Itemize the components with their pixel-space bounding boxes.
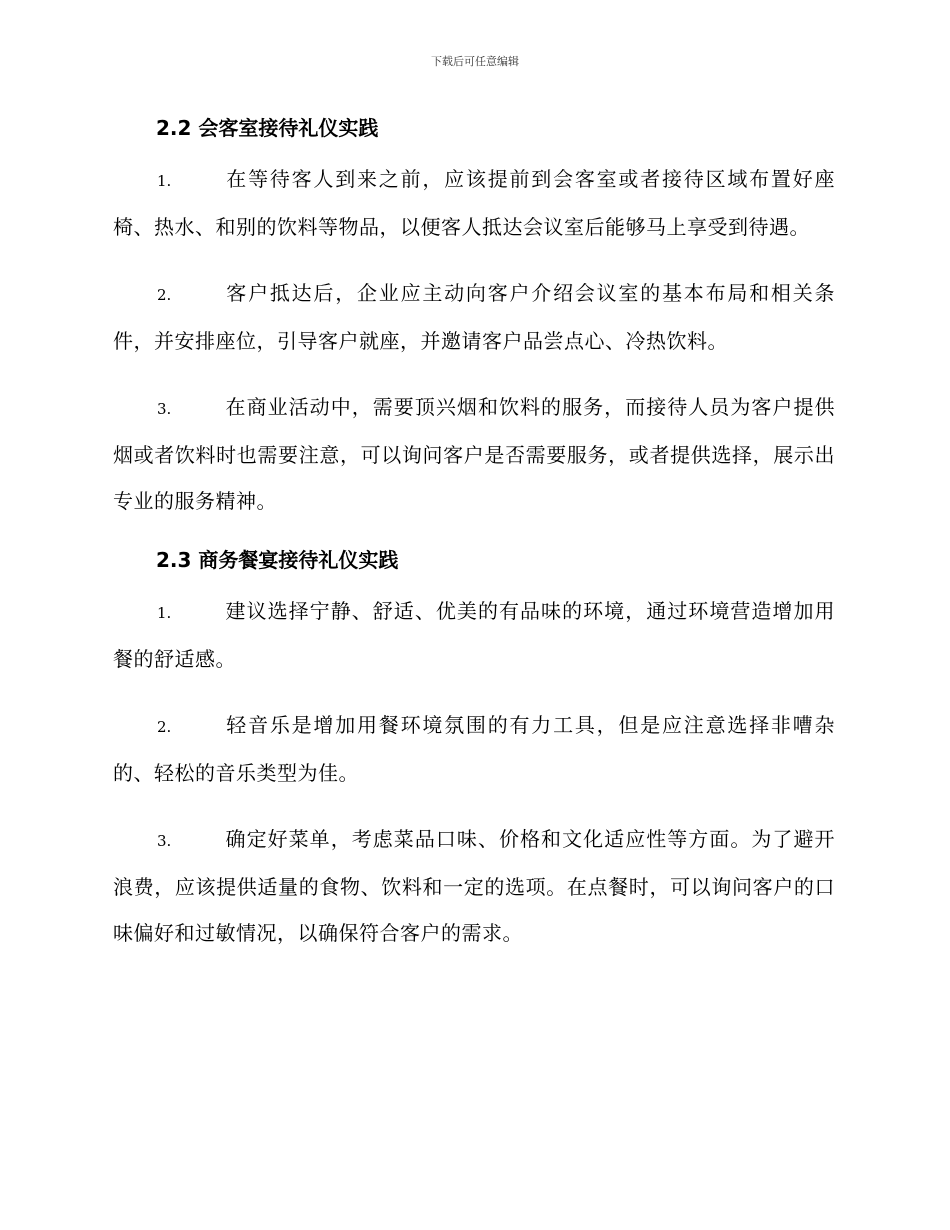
list-item bbox=[113, 156, 835, 250]
list-item-text: 在商业活动中，需要顶兴烟和饮料的服务，而接待人员为客户提供烟或者饮料时也需要注意，可以询问客户是否需要服务，或者提供选择，展示出专业的服务精神。 bbox=[113, 395, 835, 513]
list-item bbox=[113, 384, 835, 524]
list-item bbox=[113, 588, 835, 682]
list-item-number: 1. bbox=[157, 604, 172, 622]
list-item bbox=[113, 816, 835, 956]
list-item-number: 2. bbox=[157, 286, 172, 304]
list-item-text: 客户抵达后，企业应主动向客户介绍会议室的基本布局和相关条件，并安排座位，引导客户就座，并邀请客户品尝点心、冷热饮料。 bbox=[113, 281, 835, 353]
page-header-note: 下载后可任意编辑 bbox=[431, 55, 519, 68]
list-item-text: 轻音乐是增加用餐环境氛围的有力工具，但是应注意选择非嘈杂的、轻松的音乐类型为佳。 bbox=[113, 713, 835, 785]
list-item bbox=[113, 702, 835, 796]
section-heading: 2.2 会客室接待礼仪实践 bbox=[156, 116, 379, 140]
section-heading: 2.3 商务餐宴接待礼仪实践 bbox=[156, 548, 399, 572]
list-item-number: 1. bbox=[157, 172, 172, 190]
list-item-number: 3. bbox=[157, 400, 172, 418]
list-item-text: 确定好菜单，考虑菜品口味、价格和文化适应性等方面。为了避开浪费，应该提供适量的食物、饮料和一定的选项。在点餐时，可以询问客户的口味偏好和过敏情况，以确保符合客户的需求。 bbox=[113, 827, 835, 945]
list-item-text: 建议选择宁静、舒适、优美的有品味的环境，通过环境营造增加用餐的舒适感。 bbox=[113, 599, 835, 671]
section-business-banquet bbox=[113, 544, 835, 956]
list-item bbox=[113, 270, 835, 364]
section-reception-room bbox=[113, 112, 835, 524]
list-item-number: 2. bbox=[157, 718, 172, 736]
list-item-number: 3. bbox=[157, 832, 172, 850]
list-item-text: 在等待客人到来之前，应该提前到会客室或者接待区域布置好座椅、热水、和别的饮料等物品，以便客人抵达会议室后能够马上享受到待遇。 bbox=[113, 167, 835, 239]
document-body bbox=[113, 112, 835, 976]
